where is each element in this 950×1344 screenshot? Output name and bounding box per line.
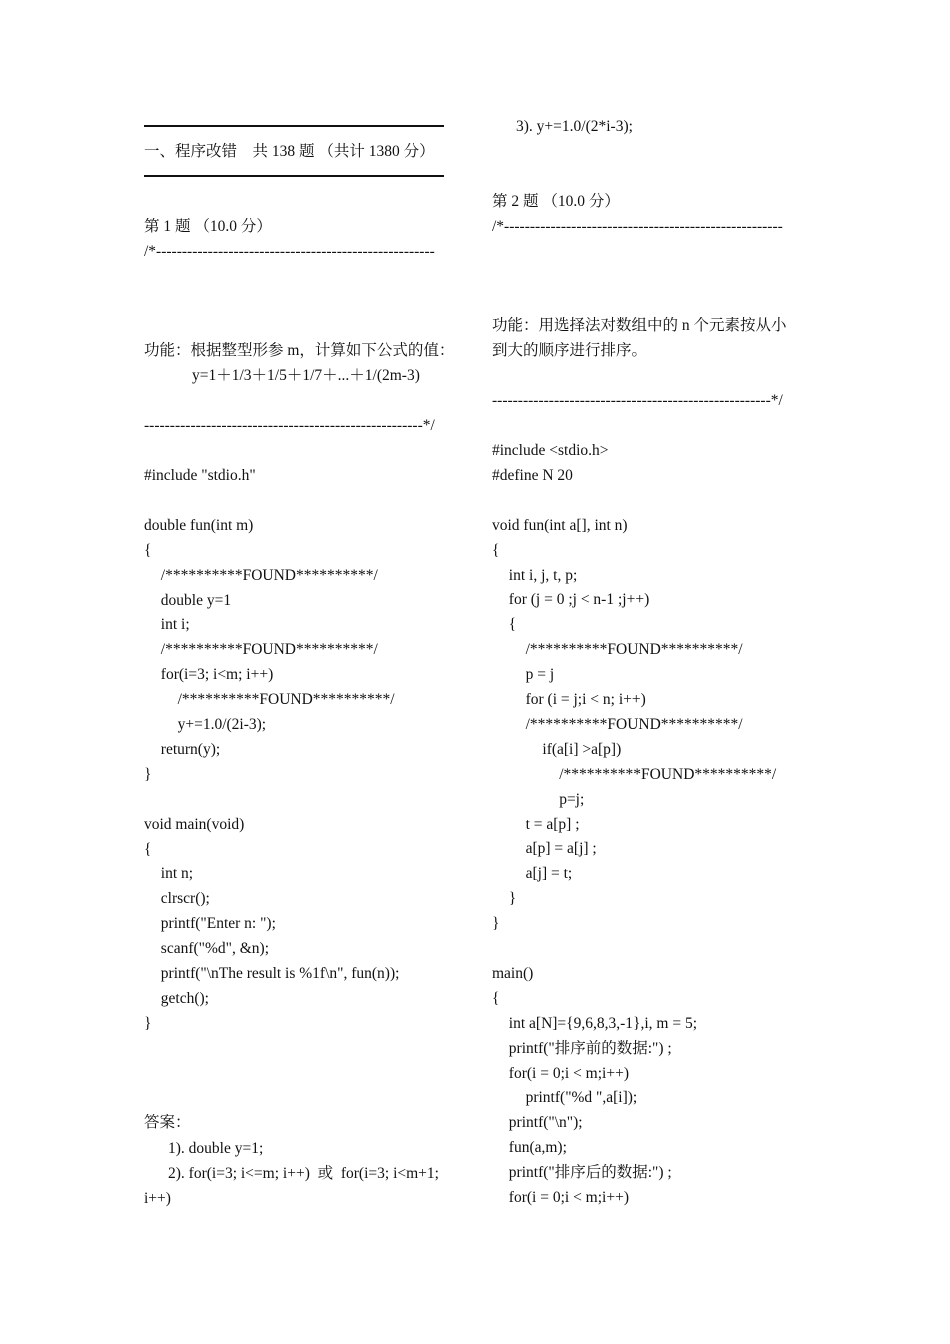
code-line: main(): [492, 964, 534, 982]
answer-1: 1). double y=1;: [168, 1140, 264, 1157]
code-line: printf("\nThe result is %1f\n", fun(n));: [160, 965, 400, 982]
code-line: a[j] = t;: [525, 865, 573, 883]
code-line: {: [508, 616, 517, 634]
code-line: p=j;: [559, 790, 585, 808]
code-line: clrscr();: [160, 890, 210, 908]
function-description-line-1: 功能：用选择法对数组中的 n 个元素按从小: [492, 317, 787, 334]
function-description: 功能：根据整型形参 m，计算如下公式的值：: [144, 342, 455, 359]
code-line: printf("排序前的数据:") ;: [508, 1039, 672, 1057]
comment-close: ------------------------------------------------------*/: [144, 417, 435, 434]
function-description-line-2: 到大的顺序进行排序。: [492, 342, 648, 359]
code-line: #define N 20: [492, 466, 573, 484]
code-line: /**********FOUND**********/: [525, 641, 743, 659]
code-line: for(i = 0;i < m;i++): [508, 1064, 629, 1082]
question-1-header: 第 1 题 （10.0 分）: [144, 218, 272, 235]
code-line: int a[N]={9,6,8,3,-1},i, m = 5;: [508, 1014, 697, 1032]
code-line: t = a[p] ;: [525, 815, 580, 833]
code-line: #include <stdio.h>: [492, 442, 609, 459]
top-divider: [144, 125, 444, 127]
code-line: }: [492, 915, 500, 933]
code-line: printf("%d ",a[i]);: [525, 1089, 638, 1107]
formula: y=1＋1/3＋1/5＋1/7＋...＋1/(2m-3): [192, 367, 420, 384]
section-title: 一、程序改错 共 138 题 （共计 1380 分）: [144, 143, 435, 160]
code-line: int i, j, t, p;: [508, 566, 578, 584]
question-2-header: 第 2 题 （10.0 分）: [492, 193, 620, 210]
code-line: {: [492, 541, 500, 559]
code-line: for (j = 0 ;j < n-1 ;j++): [508, 591, 650, 609]
comment-open: /*------------------------------------------------------: [144, 243, 435, 260]
code-line: for(i=3; i<m; i++): [160, 666, 274, 684]
code-line: if(a[i] >a[p]): [542, 740, 622, 758]
code-line: int n;: [160, 865, 194, 883]
code-line: {: [144, 541, 152, 559]
answer-2-continued: i++): [144, 1190, 171, 1207]
code-line: return(y);: [160, 740, 221, 758]
code-line: void fun(int a[], int n): [492, 516, 628, 534]
code-line: double fun(int m): [144, 516, 254, 534]
comment-close: ------------------------------------------------------*/: [492, 392, 783, 409]
code-line: /**********FOUND**********/: [160, 566, 378, 584]
comment-open: /*------------------------------------------------------: [492, 218, 783, 235]
code-line: p = j: [525, 666, 555, 684]
answer-3: 3). y+=1.0/(2*i-3);: [516, 118, 633, 135]
code-line: printf("\n");: [508, 1114, 583, 1132]
code-line: double y=1: [160, 591, 232, 609]
code-line: void main(void): [144, 815, 245, 833]
answer-2: 2). for(i=3; i<=m; i++) 或 for(i=3; i<m+1;: [168, 1165, 439, 1182]
code-line: }: [508, 890, 517, 908]
code-line: getch();: [160, 989, 209, 1007]
code-line: }: [144, 765, 152, 783]
answer-label: 答案：: [144, 1114, 191, 1131]
code-line: /**********FOUND**********/: [525, 715, 743, 733]
code-line: for (i = j;i < n; i++): [525, 691, 646, 708]
code-line: scanf("%d", &n);: [160, 940, 270, 958]
code-line: a[p] = a[j] ;: [525, 840, 597, 858]
code-line: /**********FOUND**********/: [177, 691, 395, 709]
code-line: {: [144, 840, 152, 858]
code-line: for(i = 0;i < m;i++): [508, 1189, 629, 1206]
code-line: }: [144, 1014, 152, 1032]
bottom-divider: [144, 175, 444, 177]
code-line: #include "stdio.h": [144, 467, 256, 484]
code-line: printf("排序后的数据:") ;: [508, 1164, 672, 1182]
code-line: printf("Enter n: ");: [160, 915, 276, 933]
code-line: fun(a,m);: [508, 1139, 567, 1157]
code-line: int i;: [160, 616, 190, 634]
code-line: y+=1.0/(2i-3);: [177, 716, 267, 733]
code-line: /**********FOUND**********/: [160, 641, 378, 659]
code-line: {: [492, 989, 500, 1007]
code-line: /**********FOUND**********/: [559, 765, 777, 783]
